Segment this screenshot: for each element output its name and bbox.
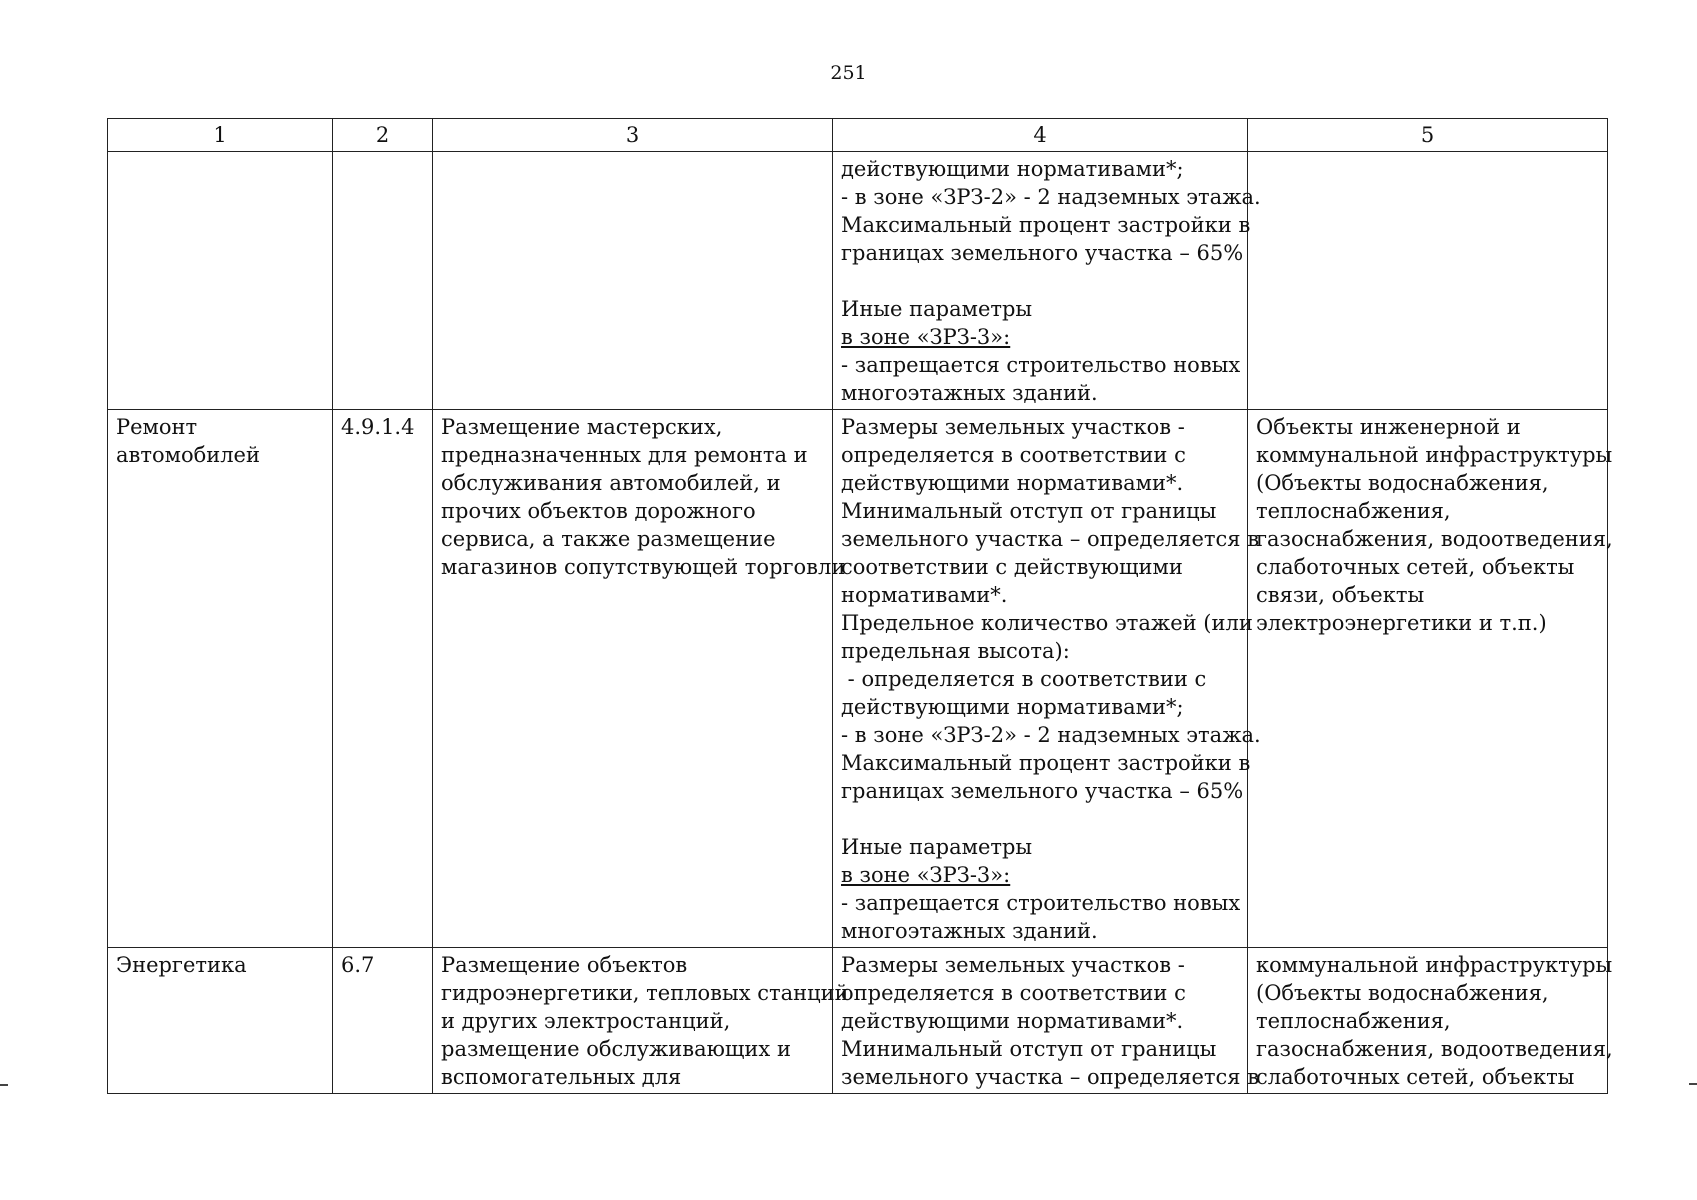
text-line: магазинов сопутствующей торговли	[441, 555, 846, 579]
text-line: предельная высота):	[841, 639, 1070, 663]
cell-continued-col1	[108, 152, 333, 410]
text-line: Объекты инженерной и	[1256, 415, 1521, 439]
text-line: границах земельного участка – 65%	[841, 779, 1244, 803]
text-line: Минимальный отступ от границы	[841, 1037, 1217, 1061]
text-line: действующими нормативами*.	[841, 471, 1184, 495]
text-line: слаботочных сетей, объекты	[1256, 1065, 1575, 1089]
text-line: определяется в соответствии с	[841, 443, 1186, 467]
text-line: Размещение объектов	[441, 953, 688, 977]
text-line: сервиса, а также размещение	[441, 527, 776, 551]
text-line: теплоснабжения,	[1256, 499, 1451, 523]
text-line: Ремонт	[116, 415, 198, 439]
cell-energy-name: Энергетика	[108, 948, 333, 1094]
text-line: земельного участка – определяется в	[841, 527, 1260, 551]
text-line: земельного участка – определяется в	[841, 1065, 1260, 1089]
text-line: слаботочных сетей, объекты	[1256, 555, 1575, 579]
text-line: электроэнергетики и т.п.)	[1256, 611, 1547, 635]
text-line: обслуживания автомобилей, и	[441, 471, 781, 495]
blank-line	[841, 805, 1239, 833]
header-col-5: 5	[1248, 119, 1608, 152]
text-line: нормативами*.	[841, 583, 1008, 607]
text-line: теплоснабжения,	[1256, 1009, 1451, 1033]
text-line: (Объекты водоснабжения,	[1256, 981, 1549, 1005]
text-line: газоснабжения, водоотведения,	[1256, 527, 1613, 551]
cell-energy-description	[433, 948, 849, 1094]
table-row-continued	[108, 152, 1608, 410]
cell-continued-col3	[433, 152, 833, 410]
text-line: коммунальной инфраструктуры	[1256, 443, 1613, 467]
table-row-energy	[108, 948, 1608, 1094]
cell-repair-parameters	[833, 410, 1261, 948]
text-line: действующими нормативами*;	[841, 695, 1184, 719]
text-line: Минимальный отступ от границы	[841, 499, 1217, 523]
text-line: определяется в соответствии с	[841, 981, 1186, 1005]
text-line: гидроэнергетики, тепловых станций	[441, 981, 849, 1005]
text-line: Максимальный процент застройки в	[841, 751, 1251, 775]
underlined-zone-label: в зоне «ЗРЗ-3»:	[841, 863, 1011, 887]
cell-continued-col2	[333, 152, 433, 410]
text-line: многоэтажных зданий.	[841, 381, 1098, 405]
text-line: Иные параметры	[841, 297, 1033, 321]
text-line: соответствии с действующими	[841, 555, 1183, 579]
text-line: Размещение мастерских,	[441, 415, 723, 439]
header-col-1: 1	[108, 119, 333, 152]
text-line: Иные параметры	[841, 835, 1033, 859]
header-col-4: 4	[833, 119, 1248, 152]
text-line: размещение обслуживающих и	[441, 1037, 791, 1061]
text-line: вспомогательных для	[441, 1065, 682, 1089]
scan-edge-mark-right	[1689, 1083, 1697, 1085]
text-line: Предельное количество этажей (или	[841, 611, 1253, 635]
cell-energy-code: 6.7	[333, 948, 433, 1094]
cell-energy-infrastructure	[1248, 948, 1613, 1094]
text-line: (Объекты водоснабжения,	[1256, 471, 1549, 495]
underlined-zone-label: в зоне «ЗРЗ-3»:	[841, 325, 1011, 349]
cell-continued-col5	[1248, 152, 1608, 410]
zoning-table	[107, 118, 1613, 1094]
cell-repair-code: 4.9.1.4	[333, 410, 433, 948]
text-line: - определяется в соответствии с	[841, 667, 1207, 691]
blank-line	[841, 267, 1239, 295]
cell-continued-col4	[833, 152, 1261, 410]
text-line: Размеры земельных участков -	[841, 415, 1185, 439]
cell-repair-description	[433, 410, 846, 948]
text-line: коммунальной инфраструктуры	[1256, 953, 1613, 977]
text-line: Размеры земельных участков -	[841, 953, 1185, 977]
cell-energy-parameters	[833, 948, 1260, 1094]
table-row-repair	[108, 410, 1608, 948]
text-line: автомобилей	[116, 443, 260, 467]
header-col-2: 2	[333, 119, 433, 152]
text-line: границах земельного участка – 65%	[841, 241, 1244, 265]
page-number: 251	[830, 62, 867, 84]
cell-repair-infrastructure	[1248, 410, 1613, 948]
text-line: - в зоне «ЗРЗ-2» - 2 надземных этажа.	[841, 723, 1261, 747]
text-line: Максимальный процент застройки в	[841, 213, 1251, 237]
text-line: многоэтажных зданий.	[841, 919, 1098, 943]
scan-edge-mark-left	[0, 1084, 8, 1086]
cell-repair-name	[108, 410, 333, 948]
text-line: прочих объектов дорожного	[441, 499, 756, 523]
header-col-3: 3	[433, 119, 833, 152]
text-line: действующими нормативами*;	[841, 157, 1184, 181]
text-line: и других электростанций,	[441, 1009, 731, 1033]
text-line: связи, объекты	[1256, 583, 1425, 607]
text-line: - запрещается строительство новых	[841, 891, 1241, 915]
text-line: газоснабжения, водоотведения,	[1256, 1037, 1613, 1061]
text-line: - запрещается строительство новых	[841, 353, 1241, 377]
header-row	[108, 119, 1608, 152]
text-line: предназначенных для ремонта и	[441, 443, 808, 467]
text-line: действующими нормативами*.	[841, 1009, 1184, 1033]
text-line: - в зоне «ЗРЗ-2» - 2 надземных этажа.	[841, 185, 1261, 209]
